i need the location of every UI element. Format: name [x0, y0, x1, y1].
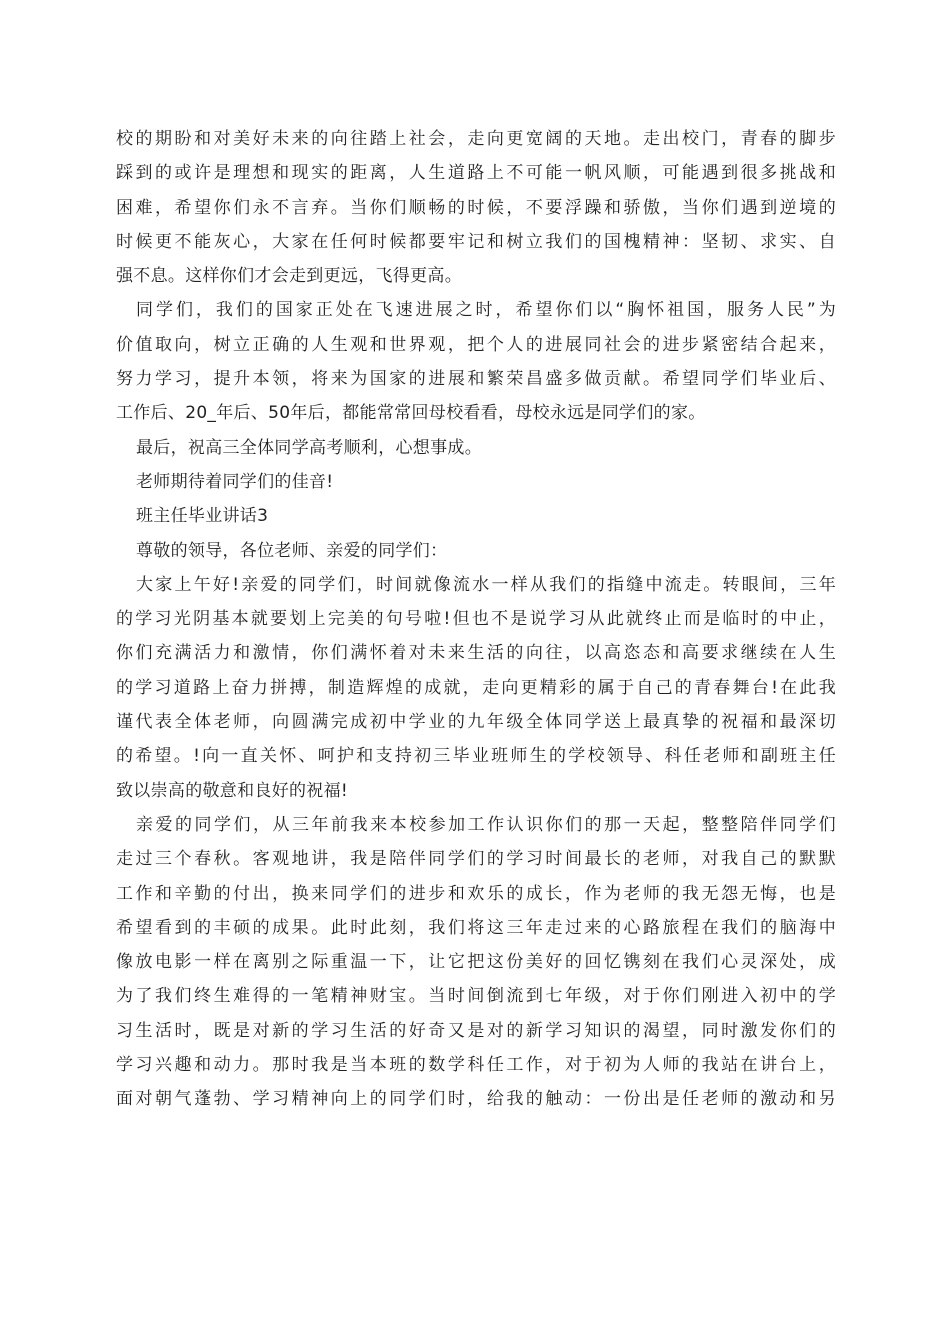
text-line: 最后，祝高三全体同学高考顺利，心想事成。	[136, 437, 482, 458]
text-line: 希望看到的丰硕的成果。此时此刻，我们将这三年走过来的心路旅程在我们的脑海中	[116, 917, 836, 938]
text-line: 尊敬的领导，各位老师、亲爱的同学们：	[136, 540, 448, 561]
text-line: 校的期盼和对美好未来的向往踏上社会，走向更宽阔的天地。走出校门，青春的脚步	[116, 129, 836, 149]
text-line: 老师期待着同学们的佳音!	[136, 471, 334, 492]
text-line: 困难，希望你们永不言弃。当你们顺畅的时候，不要浮躁和骄傲，当你们遇到逆境的	[116, 197, 836, 218]
text-line: 大家上午好!亲爱的同学们，时间就像流水一样从我们的指缝中流走。转眼间，三年	[136, 574, 836, 595]
text-line: 面对朝气蓬勃、学习精神向上的同学们时，给我的触动：一份出是任老师的激动和另	[116, 1089, 836, 1110]
text-line: 致以崇高的敬意和良好的祝福!	[116, 780, 349, 801]
text-line: 亲爱的同学们，从三年前我来本校参加工作认识你们的那一天起，整整陪伴同学们	[136, 814, 836, 835]
document-body	[116, 122, 836, 1117]
text-line: 像放电影一样在离别之际重温一下，让它把这份美好的回忆镌刻在我们心灵深处，成	[116, 952, 836, 973]
text-line: 工作和辛勤的付出，换来同学们的进步和欢乐的成长，作为老师的我无怨无悔，也是	[116, 883, 836, 904]
text-line: 学习兴趣和动力。那时我是当本班的数学科任工作，对于初为人师的我站在讲台上，	[116, 1055, 836, 1076]
text-line: 的学习光阴基本就要划上完美的句号啦!但也不是说学习从此就终止而是临时的中止，	[116, 609, 836, 630]
text-line: 同学们，我们的国家正处在飞速进展之时，希望你们以“胸怀祖国，服务人民”为	[136, 300, 836, 321]
text-line: 价值取向，树立正确的人生观和世界观，把个人的进展同社会的进步紧密结合起来，	[116, 334, 836, 355]
text-line: 踩到的或许是理想和现实的距离，人生道路上不可能一帆风顺，可能遇到很多挑战和	[116, 163, 836, 184]
text-line: 强不息。这样你们才会走到更远，飞得更高。	[116, 266, 462, 287]
text-line: 班主任毕业讲话3	[136, 506, 269, 527]
text-line: 时候更不能灰心，大家在任何时候都要牢记和树立我们的国槐精神：坚韧、求实、自	[116, 231, 836, 252]
text-line: 谨代表全体老师，向圆满完成初中学业的九年级全体同学送上最真挚的祝福和最深切	[116, 712, 836, 733]
text-line: 习生活时，既是对新的学习生活的好奇又是对的新学习知识的渴望，同时激发你们的	[116, 1020, 836, 1041]
text-line: 的希望。!向一直关怀、呵护和支持初三毕业班师生的学校领导、科任老师和副班主任	[116, 746, 836, 767]
text-line: 走过三个春秋。客观地讲，我是陪伴同学们的学习时间最长的老师，对我自己的默默	[116, 849, 836, 870]
text-line: 的学习道路上奋力拼搏，制造辉煌的成就，走向更精彩的属于自己的青春舞台!在此我	[116, 677, 836, 698]
text-line: 工作后、20_年后、50年后，都能常常回母校看看，母校永远是同学们的家。	[116, 403, 706, 424]
text-line: 为了我们终生难得的一笔精神财宝。当时间倒流到七年级，对于你们刚进入初中的学	[116, 986, 836, 1007]
text-line: 你们充满活力和激情，你们满怀着对未来生活的向往，以高恣态和高要求继续在人生	[116, 643, 836, 664]
text-line: 努力学习，提升本领，将来为国家的进展和繁荣昌盛多做贡献。希望同学们毕业后、	[116, 369, 836, 390]
